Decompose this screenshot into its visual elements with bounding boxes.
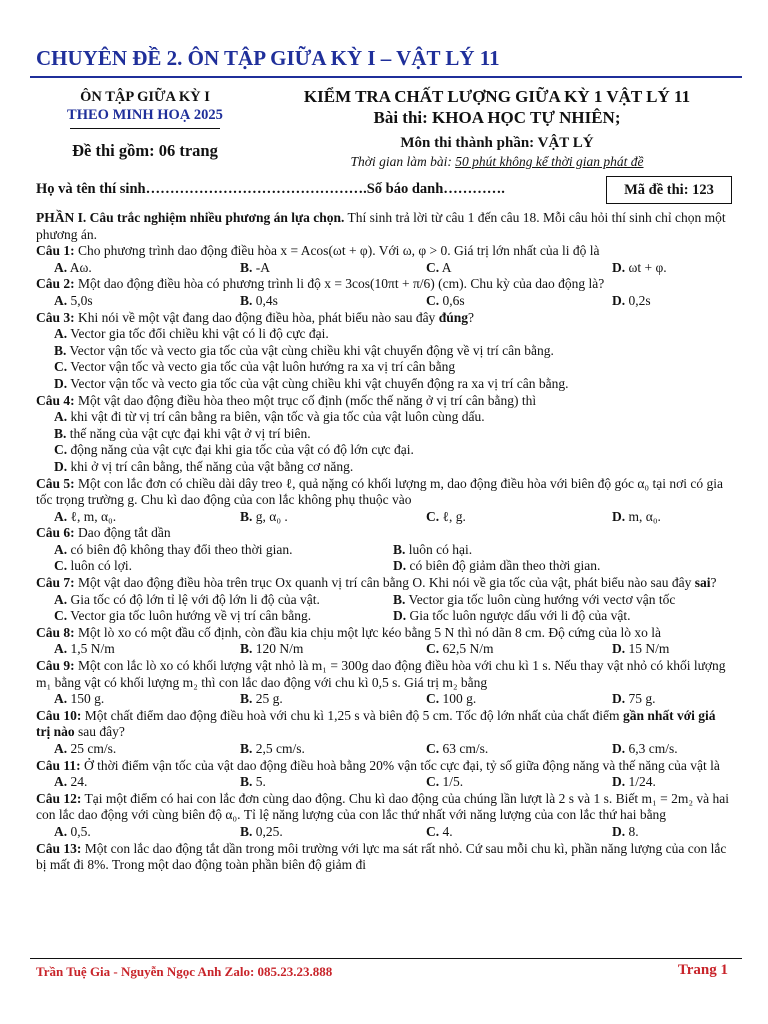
option-text: 15 N/m	[628, 641, 670, 657]
options-row	[36, 509, 732, 526]
option-c	[426, 509, 612, 526]
question-4	[36, 393, 732, 410]
option-d	[393, 608, 732, 625]
option-a	[54, 293, 240, 310]
options-row	[36, 558, 732, 575]
part-intro	[36, 210, 732, 243]
options-line	[36, 409, 732, 426]
option-d	[36, 459, 732, 476]
option-letter: B.	[393, 541, 406, 557]
option-text: Aω.	[69, 259, 92, 275]
question-8	[36, 625, 732, 642]
option-text: khi vật đi từ vị trí cân bằng ra biên, vận tốc và gia tốc của vật luôn cùng dấu.	[70, 409, 485, 425]
option-text: Vector vận tốc và vecto gia tốc của vật cùng chiều khi vật chuyển động ra xa vị trí cân bằng.	[70, 375, 569, 391]
option-letter: D.	[393, 608, 407, 624]
option-d	[36, 376, 732, 393]
options-line	[36, 459, 732, 476]
option-letter: B.	[240, 292, 253, 308]
question-5	[36, 476, 732, 509]
option-text: ℓ, g.	[442, 508, 466, 524]
option-text: Vector gia tốc luôn cùng hướng với vectơ vận tốc	[408, 591, 676, 607]
option-text: ωt + φ.	[628, 259, 667, 275]
question-emphasis: đúng	[438, 309, 468, 325]
part-instruction: Thí sinh trả lời từ câu 1 đến câu 18. Mỗi câu hỏi thí sinh chỉ chọn một phương án.	[36, 210, 726, 242]
option-letter: D.	[612, 259, 626, 275]
option-text: -A	[255, 259, 271, 275]
option-text: 62,5 N/m	[442, 641, 494, 657]
question-label: Câu 6:	[36, 525, 75, 541]
time-allowed-prefix: Thời gian làm bài:	[350, 154, 456, 169]
option-c	[426, 691, 612, 708]
option-letter: C.	[54, 608, 68, 624]
question-7	[36, 575, 732, 592]
option-letter: B.	[54, 342, 67, 358]
option-c	[36, 359, 732, 376]
option-c	[36, 442, 732, 459]
option-letter: A.	[54, 541, 68, 557]
option-text: 8.	[628, 823, 639, 839]
option-text: 150 g.	[70, 691, 105, 707]
option-text: 0,25.	[255, 823, 283, 839]
option-text: 1,5 N/m	[70, 641, 115, 657]
option-text: 2,5 cm/s.	[255, 741, 305, 756]
option-text: 5,0s	[70, 292, 93, 308]
option-letter: B.	[240, 691, 253, 707]
option-letter: C.	[426, 823, 440, 839]
option-letter: A.	[54, 508, 68, 524]
question-text: Một dao động điều hòa có phương trình li độ x = 3cos(10πt + π/6) (cm). Chu kỳ của dao động là?	[74, 276, 605, 292]
options-line	[36, 426, 732, 443]
option-text: A	[441, 259, 452, 275]
option-letter: A.	[54, 326, 68, 342]
question-label: Câu 1:	[36, 243, 75, 259]
option-text: 25 cm/s.	[70, 741, 117, 756]
option-b	[240, 774, 426, 791]
header-right-block	[262, 86, 732, 170]
question-text-end: ?	[467, 309, 474, 325]
option-text: 0,2s	[628, 292, 651, 308]
option-a	[54, 509, 240, 526]
question-label: Câu 8:	[36, 624, 75, 640]
option-letter: A.	[54, 691, 68, 707]
option-letter: B.	[240, 823, 253, 839]
option-c	[426, 641, 612, 658]
option-text: 1/24.	[628, 774, 656, 790]
option-letter: A.	[54, 259, 68, 275]
option-a	[36, 409, 732, 426]
question-10	[36, 708, 732, 741]
exam-title: KIỂM TRA CHẤT LƯỢNG GIỮA KỲ 1 VẬT LÝ 11	[303, 87, 691, 106]
question-label: Câu 13:	[36, 840, 82, 856]
option-b	[240, 641, 426, 658]
option-letter: D.	[393, 558, 407, 574]
option-a	[54, 641, 240, 658]
component-subject: Môn thi thành phần: VẬT LÝ	[400, 135, 594, 151]
options-line	[36, 326, 732, 343]
option-text: động năng của vật cực đại khi gia tốc của vật có độ lớn cực đại.	[70, 442, 414, 458]
option-text: 1/5.	[442, 774, 464, 790]
option-letter: B.	[54, 425, 67, 441]
question-text: Tại một điểm có hai con lắc đơn cùng dao động. Chu kì dao động của chúng lần lượt là 2 s và 1 s. Biết m₁ = 2m₂ và hai con lắc dao động với cùng biên độ α₀. Tỉ lệ năng lượng của con lắc thứ nhất với năng lượng của con lắc thứ hai bằng	[36, 790, 730, 823]
option-letter: C.	[54, 558, 68, 574]
option-a	[54, 824, 240, 841]
option-c	[54, 608, 393, 625]
question-label: Câu 12:	[36, 790, 82, 806]
option-letter: D.	[612, 641, 626, 657]
option-a	[54, 691, 240, 708]
options-row	[36, 260, 732, 277]
options-row	[36, 774, 732, 791]
option-d	[612, 691, 656, 708]
option-a	[54, 542, 393, 559]
option-d	[393, 558, 732, 575]
option-b	[36, 343, 732, 360]
question-text: Một con lắc dao động tắt dần trong môi trường với lực ma sát rất nhỏ. Cứ sau mỗi chu kì, phần năng lượng của con lắc bị mất đi 8%. Trong một dao động toàn phần biên độ giảm đi	[36, 840, 727, 873]
option-text: luôn có lợi.	[70, 558, 133, 574]
exam-code-box: Mã đề thi: 123	[606, 176, 732, 204]
option-letter: C.	[54, 359, 68, 375]
topic-title: CHUYÊN ĐỀ 2. ÔN TẬP GIỮA KỲ I – VẬT LÝ 11	[36, 46, 500, 70]
option-b	[36, 426, 732, 443]
question-9	[36, 658, 732, 691]
option-letter: D.	[612, 691, 626, 707]
option-text: 0,6s	[442, 292, 465, 308]
footer-author: Trần Tuệ Gia - Nguyễn Ngọc Anh Zalo: 085.23.23.888	[36, 964, 333, 979]
question-label: Câu 4:	[36, 392, 75, 408]
question-text: Một vật dao động điều hòa theo một trục cố định (mốc thế năng ở vị trí cân bằng) thì	[74, 392, 537, 408]
page-count: Đề thi gồm: 06 trang	[72, 141, 218, 160]
title-divider	[30, 76, 742, 78]
option-letter: C.	[54, 442, 68, 458]
option-text: 0,4s	[255, 292, 278, 308]
option-d	[612, 641, 669, 658]
options-line	[36, 343, 732, 360]
question-text: Ở thời điểm vận tốc của vật dao động điều hoà bằng 20% vận tốc cực đại, tỷ số giữa động năng và thế năng của vật là	[80, 757, 720, 773]
option-c	[426, 824, 612, 841]
option-letter: D.	[612, 508, 626, 524]
options-row	[36, 641, 732, 658]
option-text: Vector gia tốc đổi chiều khi vật có li độ cực đại.	[70, 326, 329, 342]
options-row	[36, 592, 732, 609]
options-row	[36, 608, 732, 625]
option-letter: A.	[54, 741, 68, 756]
option-text: Gia tốc có độ lớn tỉ lệ với độ lớn li độ của vật.	[70, 591, 320, 607]
option-text: có biên độ giảm dần theo thời gian.	[409, 558, 601, 574]
question-text: Một lò xo có một đầu cố định, còn đầu kia chịu một lực kéo bằng 5 N thì nó dãn 8 cm. Độ cứng của lò xo là	[74, 624, 662, 640]
option-letter: B.	[240, 259, 253, 275]
option-text: Gia tốc luôn ngược dấu với li độ của vật.	[409, 608, 631, 624]
question-12	[36, 791, 732, 824]
option-letter: C.	[426, 292, 440, 308]
question-text: Một con lắc lò xo có khối lượng vật nhỏ là m₁ = 300g dao động điều hòa với chu kì 1 s. Nếu thay vật nhỏ có khối lượng m₁ bằng vật có khối lượng m₂ thì con lắc dao động với chu kì 0,5 s. Giá trị m₂ bằng	[36, 658, 726, 690]
question-text: Cho phương trình dao động điều hòa x = Acos(ωt + φ). Với ω, φ > 0. Giá trị lớn nhất của li độ là	[74, 243, 600, 259]
review-label: ÔN TẬP GIỮA KỲ I	[80, 89, 210, 105]
options-row	[36, 741, 732, 758]
options-row	[36, 293, 732, 310]
option-b	[240, 509, 426, 526]
option-text: 5.	[255, 774, 266, 790]
option-letter: C.	[426, 774, 440, 790]
option-text: thế năng của vật cực đại khi vật ở vị trí biên.	[69, 425, 311, 441]
option-letter: D.	[612, 292, 626, 308]
question-13	[36, 841, 732, 874]
option-b	[240, 260, 426, 277]
option-letter: D.	[612, 741, 626, 756]
option-text: Vector vận tốc và vecto gia tốc của vật luôn hướng ra xa vị trí cân bằng	[70, 359, 456, 375]
part-title: PHẦN I. Câu trắc nghiệm nhiều phương án lựa chọn.	[36, 210, 345, 225]
option-letter: C.	[426, 691, 440, 707]
option-c	[426, 293, 612, 310]
exam-subject: Bài thi: KHOA HỌC TỰ NHIÊN;	[373, 108, 621, 127]
option-text: 25 g.	[255, 691, 283, 707]
option-d	[612, 293, 651, 310]
option-c	[426, 774, 612, 791]
option-letter: C.	[426, 641, 440, 657]
option-text: m, α₀.	[628, 508, 661, 524]
option-a	[54, 741, 240, 758]
footer-divider	[30, 958, 742, 959]
options-line	[36, 359, 732, 376]
option-text: ℓ, m, α₀.	[70, 508, 117, 524]
option-text: 120 N/m	[255, 641, 304, 657]
option-text: 24.	[70, 774, 88, 790]
option-text: 6,3 cm/s.	[628, 741, 678, 756]
option-letter: A.	[54, 409, 68, 425]
question-emphasis: sai	[694, 575, 711, 591]
option-letter: A.	[54, 591, 68, 607]
options-line	[36, 442, 732, 459]
option-letter: C.	[426, 508, 440, 524]
question-text-end: sau đây?	[74, 724, 125, 740]
option-a	[54, 592, 393, 609]
question-label: Câu 5:	[36, 475, 75, 491]
option-text: g, α₀ .	[255, 508, 288, 524]
question-label: Câu 3:	[36, 309, 75, 325]
question-3	[36, 310, 732, 327]
options-line	[36, 376, 732, 393]
time-allowed	[262, 153, 732, 170]
question-label: Câu 11:	[36, 757, 81, 773]
option-d	[612, 741, 678, 758]
question-6	[36, 525, 732, 542]
option-a	[54, 260, 240, 277]
option-letter: D.	[612, 774, 626, 790]
option-b	[240, 741, 426, 758]
question-text-end: ?	[710, 575, 717, 591]
question-2	[36, 276, 732, 293]
option-letter: D.	[54, 458, 68, 474]
option-text: có biên độ không thay đổi theo thời gian.	[70, 541, 293, 557]
option-text: 75 g.	[628, 691, 656, 707]
question-text: Một chất điểm dao động điều hoà với chu kì 1,25 s và biên độ 5 cm. Tốc độ lớn nhất của chất điểm	[81, 707, 623, 723]
option-a	[54, 774, 240, 791]
option-c	[426, 741, 612, 758]
option-letter: B.	[240, 641, 253, 657]
option-letter: C.	[426, 259, 440, 275]
question-text: Một con lắc đơn có chiều dài dây treo ℓ, quả nặng có khối lượng m, dao động điều hòa với biên độ góc α₀ tại nơi có gia tốc trọng trường g. Chu kì dao động của con lắc không phụ thuộc vào	[36, 475, 723, 508]
option-d	[612, 824, 639, 841]
option-text: 63 cm/s.	[442, 741, 489, 756]
option-letter: D.	[54, 375, 68, 391]
option-b	[240, 691, 426, 708]
questions-body	[36, 210, 732, 874]
option-c	[54, 558, 393, 575]
question-text: Dao động tắt dần	[74, 525, 171, 541]
question-11	[36, 758, 732, 775]
option-letter: A.	[54, 823, 68, 839]
question-1	[36, 243, 732, 260]
question-text: Khi nói về một vật đang dao động điều hòa, phát biểu nào sau đây	[74, 309, 439, 325]
page-number: Trang 1	[677, 962, 728, 978]
option-text: 100 g.	[442, 691, 477, 707]
option-b	[393, 542, 732, 559]
option-letter: B.	[393, 591, 406, 607]
option-letter: D.	[612, 823, 626, 839]
option-b	[240, 824, 426, 841]
question-label: Câu 2:	[36, 276, 75, 292]
options-row	[36, 824, 732, 841]
option-c	[426, 260, 612, 277]
option-letter: B.	[240, 741, 253, 756]
option-letter: A.	[54, 292, 68, 308]
question-label: Câu 9:	[36, 658, 75, 674]
option-d	[612, 260, 667, 277]
option-a	[36, 326, 732, 343]
header-left-divider	[70, 128, 220, 129]
question-label: Câu 10:	[36, 707, 82, 723]
question-label: Câu 7:	[36, 575, 75, 591]
option-text: luôn có hại.	[408, 541, 473, 557]
option-text: 0,5.	[70, 823, 91, 839]
option-b	[393, 592, 732, 609]
option-letter: C.	[426, 741, 440, 756]
option-text: 4.	[442, 823, 453, 839]
model-label: THEO MINH HOẠ 2025	[67, 107, 223, 123]
option-text: khi ở vị trí cân bằng, thế năng của vật bằng cơ năng.	[70, 458, 354, 474]
question-emphasis: gần nhất với giá trị nào	[36, 707, 716, 740]
time-allowed-value: 50 phút không kể thời gian phát đề	[455, 154, 644, 169]
question-text: Một vật dao động điều hòa trên trục Ox quanh vị trí cân bằng O. Khi nói về gia tốc của vật, phát biểu nào sau đây	[74, 575, 695, 591]
option-letter: B.	[240, 774, 253, 790]
options-row	[36, 542, 732, 559]
option-letter: A.	[54, 774, 68, 790]
option-letter: A.	[54, 641, 68, 657]
header-left-block	[40, 88, 250, 161]
option-text: Vector gia tốc luôn hướng về vị trí cân bằng.	[70, 608, 312, 624]
option-d	[612, 509, 661, 526]
option-letter: B.	[240, 508, 253, 524]
option-text: Vector vận tốc và vecto gia tốc của vật cùng chiều khi vật chuyển động về vị trí cân bằng.	[69, 342, 554, 358]
option-b	[240, 293, 426, 310]
option-d	[612, 774, 656, 791]
options-row	[36, 691, 732, 708]
candidate-line: Họ và tên thí sinh……………………………………….Số báo danh………….	[36, 181, 505, 197]
